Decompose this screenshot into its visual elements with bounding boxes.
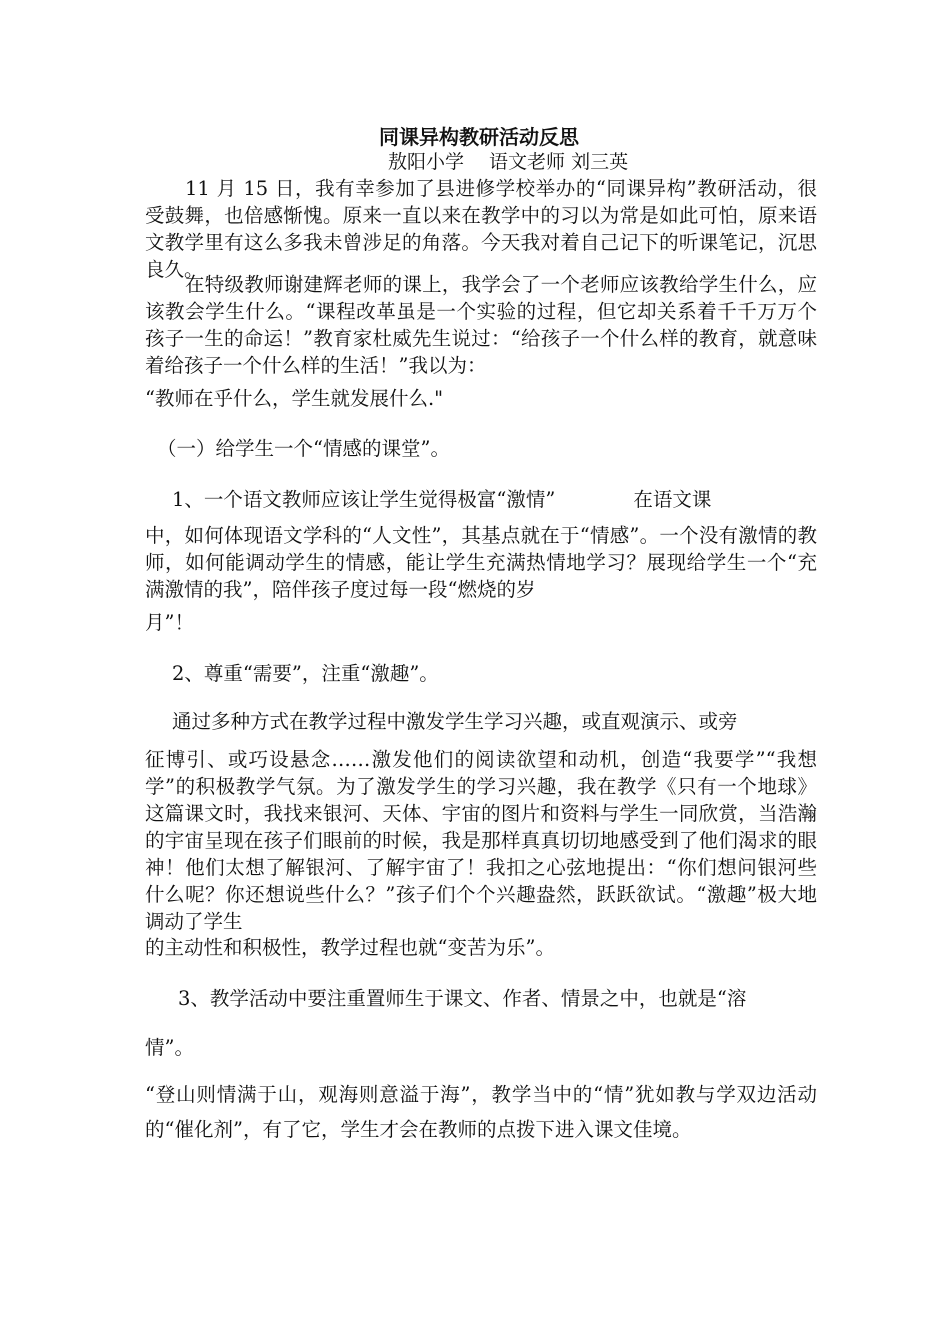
point-1-body: 中，如何体现语文学科的“人文性”，其基点就在于“情感”。一个没有激情的教师，如何能调动学生的情感，能让学生充满热情地学习？展现给学生一个“充满激情的我”，陪伴孩子度过每一段“燃烧的岁 — [145, 524, 817, 601]
point-2-body: 征博引、或巧设悬念……激发他们的阅读欲望和动机，创造“我要学”“我想学”的积极教学气氛。为了激发学生的学习兴趣，我在教学《只有一个地球》这篇课文时，我找来银河、天体、宇宙的图片和资料与学生一同欣赏，当浩瀚的宇宙呈现在孩子们眼前的时候，我是那样真真切切地感受到了他们渴求的眼神！他们太想了解银河、了解宇宙了！我扣之心弦地提出：“你们想问银河些什么呢？你还想说些什么？”孩子们个个兴趣盎然，跃跃欲试。“激趣”极大地调动了学生 — [145, 748, 817, 933]
paragraph-intro: 11 月 15 日，我有幸参加了县进修学校举办的“同课异构”教研活动，很受鼓舞，也倍感惭愧。原来一直以来在教学中的习以为常是如此可怕，原来语文教学里有这么多我未曾涉足的角落。今天我对着自己记下的听课笔记，沉思良久。 — [145, 177, 817, 281]
point-3-heading-end: 情”。 — [145, 1036, 194, 1059]
author-line: 敖阳小学 语文老师 刘三英 — [388, 151, 629, 173]
section-heading-1: （一）给学生一个“情感的课堂”。 — [157, 437, 450, 460]
point-2-first-line: 通过多种方式在教学过程中激发学生学习兴趣，或直观演示、或旁 — [172, 710, 738, 733]
point-1-heading: 1、一个语文教师应该让学生觉得极富“激情” 在语文课 — [172, 488, 712, 511]
paragraph-teacher-care: “教师在乎什么，学生就发展什么." — [145, 387, 444, 410]
paragraph-teacher-lesson: 在特级教师谢建辉老师的课上，我学会了一个老师应该教给学生什么，应该教会学生什么。“课程改革虽是一个实验的过程，但它却关系着千千万万个孩子一生的命运！”教育家杜威先生说过：“给孩子一个什么样的教育，就意味着给孩子一个什么样的生活！”我以为： — [145, 273, 817, 377]
point-2-heading: 2、尊重“需要”，注重“激趣”。 — [172, 662, 439, 685]
point-2-end: 的主动性和积极性，教学过程也就“变苦为乐”。 — [145, 936, 555, 959]
point-1-end: 月”！ — [145, 611, 194, 634]
point-3-body: “登山则情满于山，观海则意溢于海”，教学当中的“情”犹如教与学双边活动的“催化剂”，有了它，学生才会在教师的点拨下进入课文佳境。 — [145, 1083, 817, 1141]
document-title: 同课异构教研活动反思 — [379, 125, 579, 149]
point-3-heading: 3、教学活动中要注重置师生于课文、作者、情景之中，也就是“溶 — [178, 987, 747, 1010]
